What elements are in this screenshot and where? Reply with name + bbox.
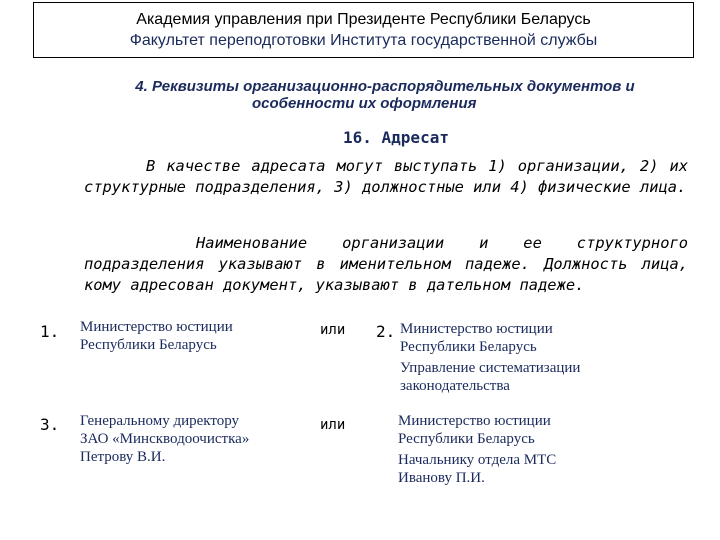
example-number-1: 1.	[40, 322, 60, 341]
example-4-line1: Министерство юстиции	[398, 413, 551, 429]
example-address-4	[398, 412, 556, 487]
example-2-line2: Республики Беларусь	[400, 339, 537, 355]
example-2-line1: Министерство юстиции	[400, 321, 553, 337]
example-1-line2: Республики Беларусь	[80, 337, 217, 353]
example-2-line4: законодательства	[400, 378, 510, 394]
example-3-line3: Петрову В.И.	[80, 449, 166, 465]
faculty-name: Факультет переподготовки Института государственной службы	[129, 32, 598, 49]
example-number-3: 3.	[40, 415, 60, 434]
example-4-line2: Республики Беларусь	[398, 431, 535, 447]
example-3-line2: ЗАО «Минскводоочистка»	[80, 431, 250, 447]
example-1-line1: Министерство юстиции	[80, 319, 233, 335]
example-4-line4: Иванову П.И.	[398, 470, 485, 486]
header-box	[33, 2, 694, 58]
example-address-2	[400, 320, 580, 395]
section-title-line1: 4. Реквизиты организационно-распорядительных документов и	[135, 78, 635, 95]
example-number-2: 2.	[376, 322, 396, 341]
paragraph-addressee-types: В качестве адресата могут выступать 1) организации, 2) их структурные подразделения, 3) должностные или 4) физические лица.	[84, 157, 688, 196]
subheading: 16. Адресат	[343, 128, 449, 147]
section-title	[80, 78, 690, 112]
academy-name: Академия управления при Президенте Республики Беларусь	[136, 11, 591, 28]
example-2-line3: Управление систематизации	[400, 360, 581, 376]
example-address-1	[80, 318, 233, 354]
section-title-line2: особенности их оформления	[252, 95, 477, 112]
or-label-2: или	[320, 417, 346, 433]
example-4-line3: Начальнику отдела МТС	[398, 452, 557, 468]
paragraph-case-rules: Наименование организации и ее структурного подразделения указывают в именительном падеже. Должность лица, кому адресован документ, указывают в дательном падеже.	[84, 234, 688, 294]
example-3-line1: Генеральному директору	[80, 413, 240, 429]
or-label-1: или	[320, 322, 346, 338]
example-address-3	[80, 412, 249, 466]
